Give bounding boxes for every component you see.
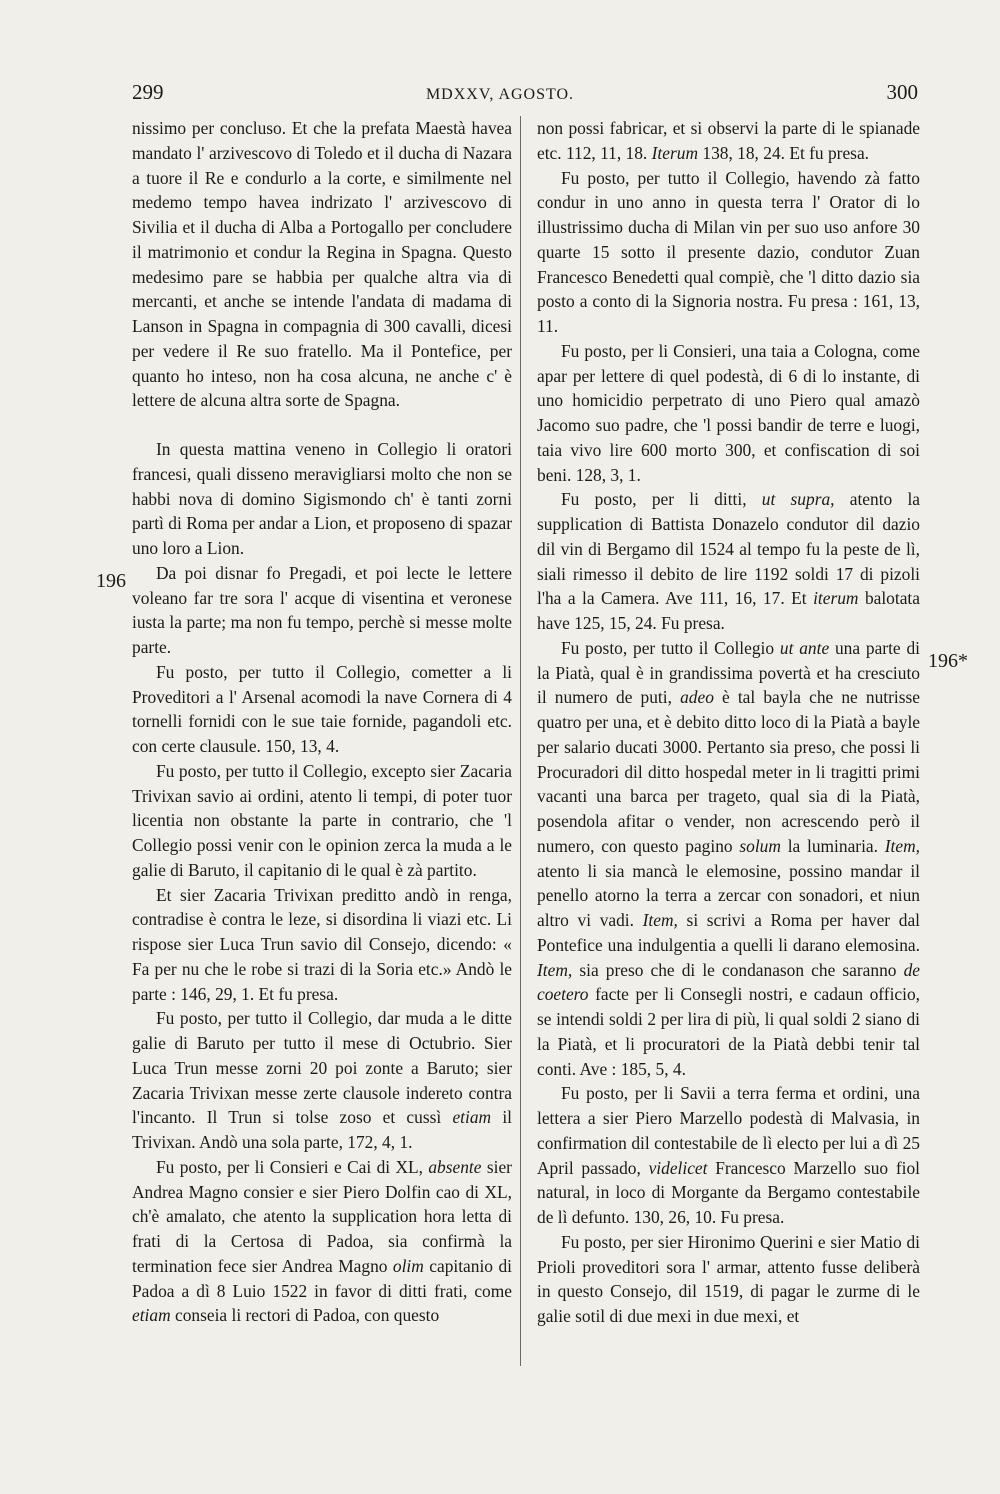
paragraph: Fu posto, per sier Hironimo Querini e sier Matio di Prioli proveditori sora l' armar, attento fusse deliberà in questo Consejo, dil 1519, di pagar le zurme di le galie sotil di due mexi in due mexi, et	[537, 1231, 920, 1326]
italic-term: ut supra,	[761, 489, 835, 510]
text-run: la luminaria.	[787, 835, 878, 856]
text-run: 138, 18, 24. Et fu presa.	[702, 142, 870, 163]
column-divider	[520, 116, 521, 1366]
italic-term: Item,	[884, 835, 920, 856]
margin-note-right: 196*	[928, 650, 968, 672]
right-column	[537, 116, 920, 1329]
text-run: sia preso che di le condanason che saranno	[579, 959, 897, 980]
paragraph: Da poi disnar fo Pregadi, et poi lecte le lettere voleano far tre sora l' acque di visentina et veronese iusta la parte; ma non fu tempo, perchè si messe molte parte.	[132, 562, 512, 657]
paragraph: Et sier Zacaria Trivixan preditto andò in renga, contradise è contra le leze, si disordina li viazi etc. Li rispose sier Luca Trun savio dil Consejo, dicendo: « Fa per nu che le robe si trazi di la Soria etc.» Andò le parte : 146, 29, 1. Et fu presa.	[132, 884, 512, 1004]
text-run: Fu posto, per li Consieri e Cai di XL,	[156, 1156, 423, 1177]
text-run: si scrivi a Roma per haver dal Pontefice una indulgentia a quelli li darano elemosina.	[537, 910, 920, 955]
italic-term: etiam	[452, 1107, 492, 1128]
paragraph: Fu posto, per tutto il Collegio, excepto sier Zacaria Trivixan savio ai ordini, atento li tempi, di poter tuor licentia non obstante la parte in contrario, che 'l Collegio possi venir con le opinion zerca la muda a le galie di Baruto, il capitanio di le qual è zà partito.	[132, 760, 512, 880]
text-run: Fu posto, per li ditti,	[561, 489, 747, 510]
text-run: Fu posto, per tutto il Collegio, dar muda a le ditte galie di Baruto per tutto il mese di Octubrio. Sier Luca Trun messe zorni 20 poi zonte a Baruto; sier Zacaria Trivixan messe zerte clausole indereto contra l'incanto. Il Trun si tolse zoso et cussì	[132, 1008, 512, 1128]
text-run: facte per li Consegli nostri, e cadaun officio, se intendi soldi 2 per lira di più, li qual soldi 2 siano di la Piatà, et li procuratori de la Piatà debbi tenir tal conti. Ave : 185, 5, 4.	[537, 984, 920, 1079]
page-number-right: 300	[886, 80, 918, 104]
text-run: Fu posto, per tutto il Collegio	[561, 637, 775, 658]
paragraph	[537, 1081, 920, 1230]
italic-term: de coetero	[537, 959, 920, 1005]
left-column	[132, 116, 512, 1328]
paragraph: Fu posto, per tutto il Collegio, havendo zà fatto condur in uno anno in questa terra l' Orator di lo illustrissimo ducha di Milan vin per suo uso anfore 30 quarte 15 sotto il presente dazio, condutor Zuan Francesco Benedetti qual compiè, che 'l ditto dazio sia posto a conto di la Signoria nostra. Fu presa : 161, 13, 11.	[537, 167, 920, 336]
text-run: una parte di la Piatà, qual è in grandissima povertà et ha cresciuto il numero de puti,	[537, 637, 920, 708]
margin-note-left: 196	[96, 570, 126, 592]
paragraph: Fu posto, per tutto il Collegio, cometter a li Proveditori a l' Arsenal acomodi la nave Cornera di 4 tornelli fornidi con le sue taie fornide, pagandoli etc. con certe clausule. 150, 13, 4.	[132, 661, 512, 756]
italic-term: olim	[392, 1255, 424, 1276]
text-run: Fu posto, per li Savii a terra ferma et ordini, una lettera a sier Piero Marzello podestà di Malvasia, in confirmation dil contestabile de lì electo per lui a dì 25 April passado,	[537, 1083, 920, 1178]
paragraph	[132, 1006, 512, 1155]
page-number-left: 299	[132, 80, 164, 104]
text-run: conseia li rectori di Padoa, con questo	[175, 1305, 440, 1326]
text-run: Francesco Marzello suo fiol natural, in loco di Morgante da Bergamo contestabile de lì defunto. 130, 26, 10. Fu presa.	[537, 1157, 920, 1227]
text-run: è tal bayla che ne nutrisse quatro per una, et è debito ditto loco di la Piatà a bayle per salario ducati 3000. Pertanto sia preso, che possi li Procuradori dil ditto hospedal meter in li tragitti primi vacanti una barca per trageto, qual sia di la Piatà, posendola afitar o vender, non acrescendo però il numero, con questo pagino	[537, 687, 920, 856]
paragraph	[537, 487, 920, 636]
text-run: balotata have 125, 15, 24. Fu presa.	[537, 588, 920, 633]
paragraph	[537, 636, 920, 1082]
text-run: atento li sia mancà le elemosine, possino mandar il penello atorno la terra a zercar con sonadori, et niun altro vi vadi.	[537, 860, 920, 930]
paragraph	[132, 1155, 512, 1328]
text-run: il Trivixan. Andò una sola parte, 172, 4, 1.	[132, 1107, 512, 1152]
paragraph: Fu posto, per li Consieri, una taia a Cologna, come apar per lettere di quel podestà, di 6 di lo instante, di uno homicidio perpetrato di uno Piero qual amazò Jacomo suo padre, che 'l possi bandir de terre e luogi, taia vivo lire 600 morto 300, et confiscation di soi beni. 128, 3, 1.	[537, 340, 920, 485]
running-title: MDXXV, AGOSTO.	[425, 86, 575, 103]
italic-term: Item,	[642, 910, 678, 930]
italic-term: iterum	[813, 588, 859, 609]
text-run: atento la supplication di Battista Donazelo condutor dil dazio dil vin di Bergamo dil 1524 al tempo fu la peste de lì, siali rimesso il debito de lire 1192 soldi 17 di pizoli l'ha a la Camera. Ave 111, 16, 17. Et	[537, 489, 921, 609]
text-run: sier Andrea Magno consier e sier Piero Dolfin cao di XL, ch'è amalato, che atento la supplication hora letta di frati di la Certosa di Padoa, sia confirmà la termination fece sier Andrea Magno	[132, 1156, 512, 1276]
italic-term: solum	[739, 835, 781, 856]
italic-term: adeo	[680, 687, 714, 708]
paragraph: nissimo per concluso. Et che la prefata Maestà havea mandato l' arzivescovo di Toledo et il ducha di Nazara a tuore il Re e condurlo a la corte, e similmente nel medemo tempo havea indrizato l' arzivescovo di Sivilia et il ducha di Alba a Portogallo per concludere il matrimonio et condur la Regina in Spagna. Questo medesimo pare se habbia per qualche altra via di mercanti, et anche se intende l'andata di madama di Lanson in Spagna in compagnia di 300 cavalli, dicesi per vedere il Re suo fratello. Ma il Pontefice, per quanto ho inteso, non ha cosa alcuna, ne anche c' è lettere de alcuna altra sorte de Spagna.	[132, 118, 512, 411]
italic-term: Iterum	[651, 142, 699, 163]
paragraph: In questa mattina veneno in Collegio li oratori francesi, quali disseno meravigliarsi molto che non se habbi nova di domino Sigismondo ch' è tanti zorni partì di Roma per andar a Lion, et proposeno di spazar uno loro a Lion.	[132, 439, 512, 558]
italic-term: absente	[428, 1156, 482, 1177]
italic-term: ut ante	[779, 637, 830, 658]
text-run: non possi fabricar, et si observi la parte di le spianade etc. 112, 11, 18.	[537, 118, 920, 163]
italic-term: Item,	[537, 959, 573, 980]
italic-term: videlicet	[648, 1157, 708, 1178]
paragraph	[537, 116, 920, 166]
paragraph-gap	[132, 413, 512, 437]
italic-term: etiam	[132, 1305, 171, 1326]
text-run: capitanio di Padoa a dì 8 Luio 1522 in favor di ditti frati, come	[132, 1255, 512, 1301]
